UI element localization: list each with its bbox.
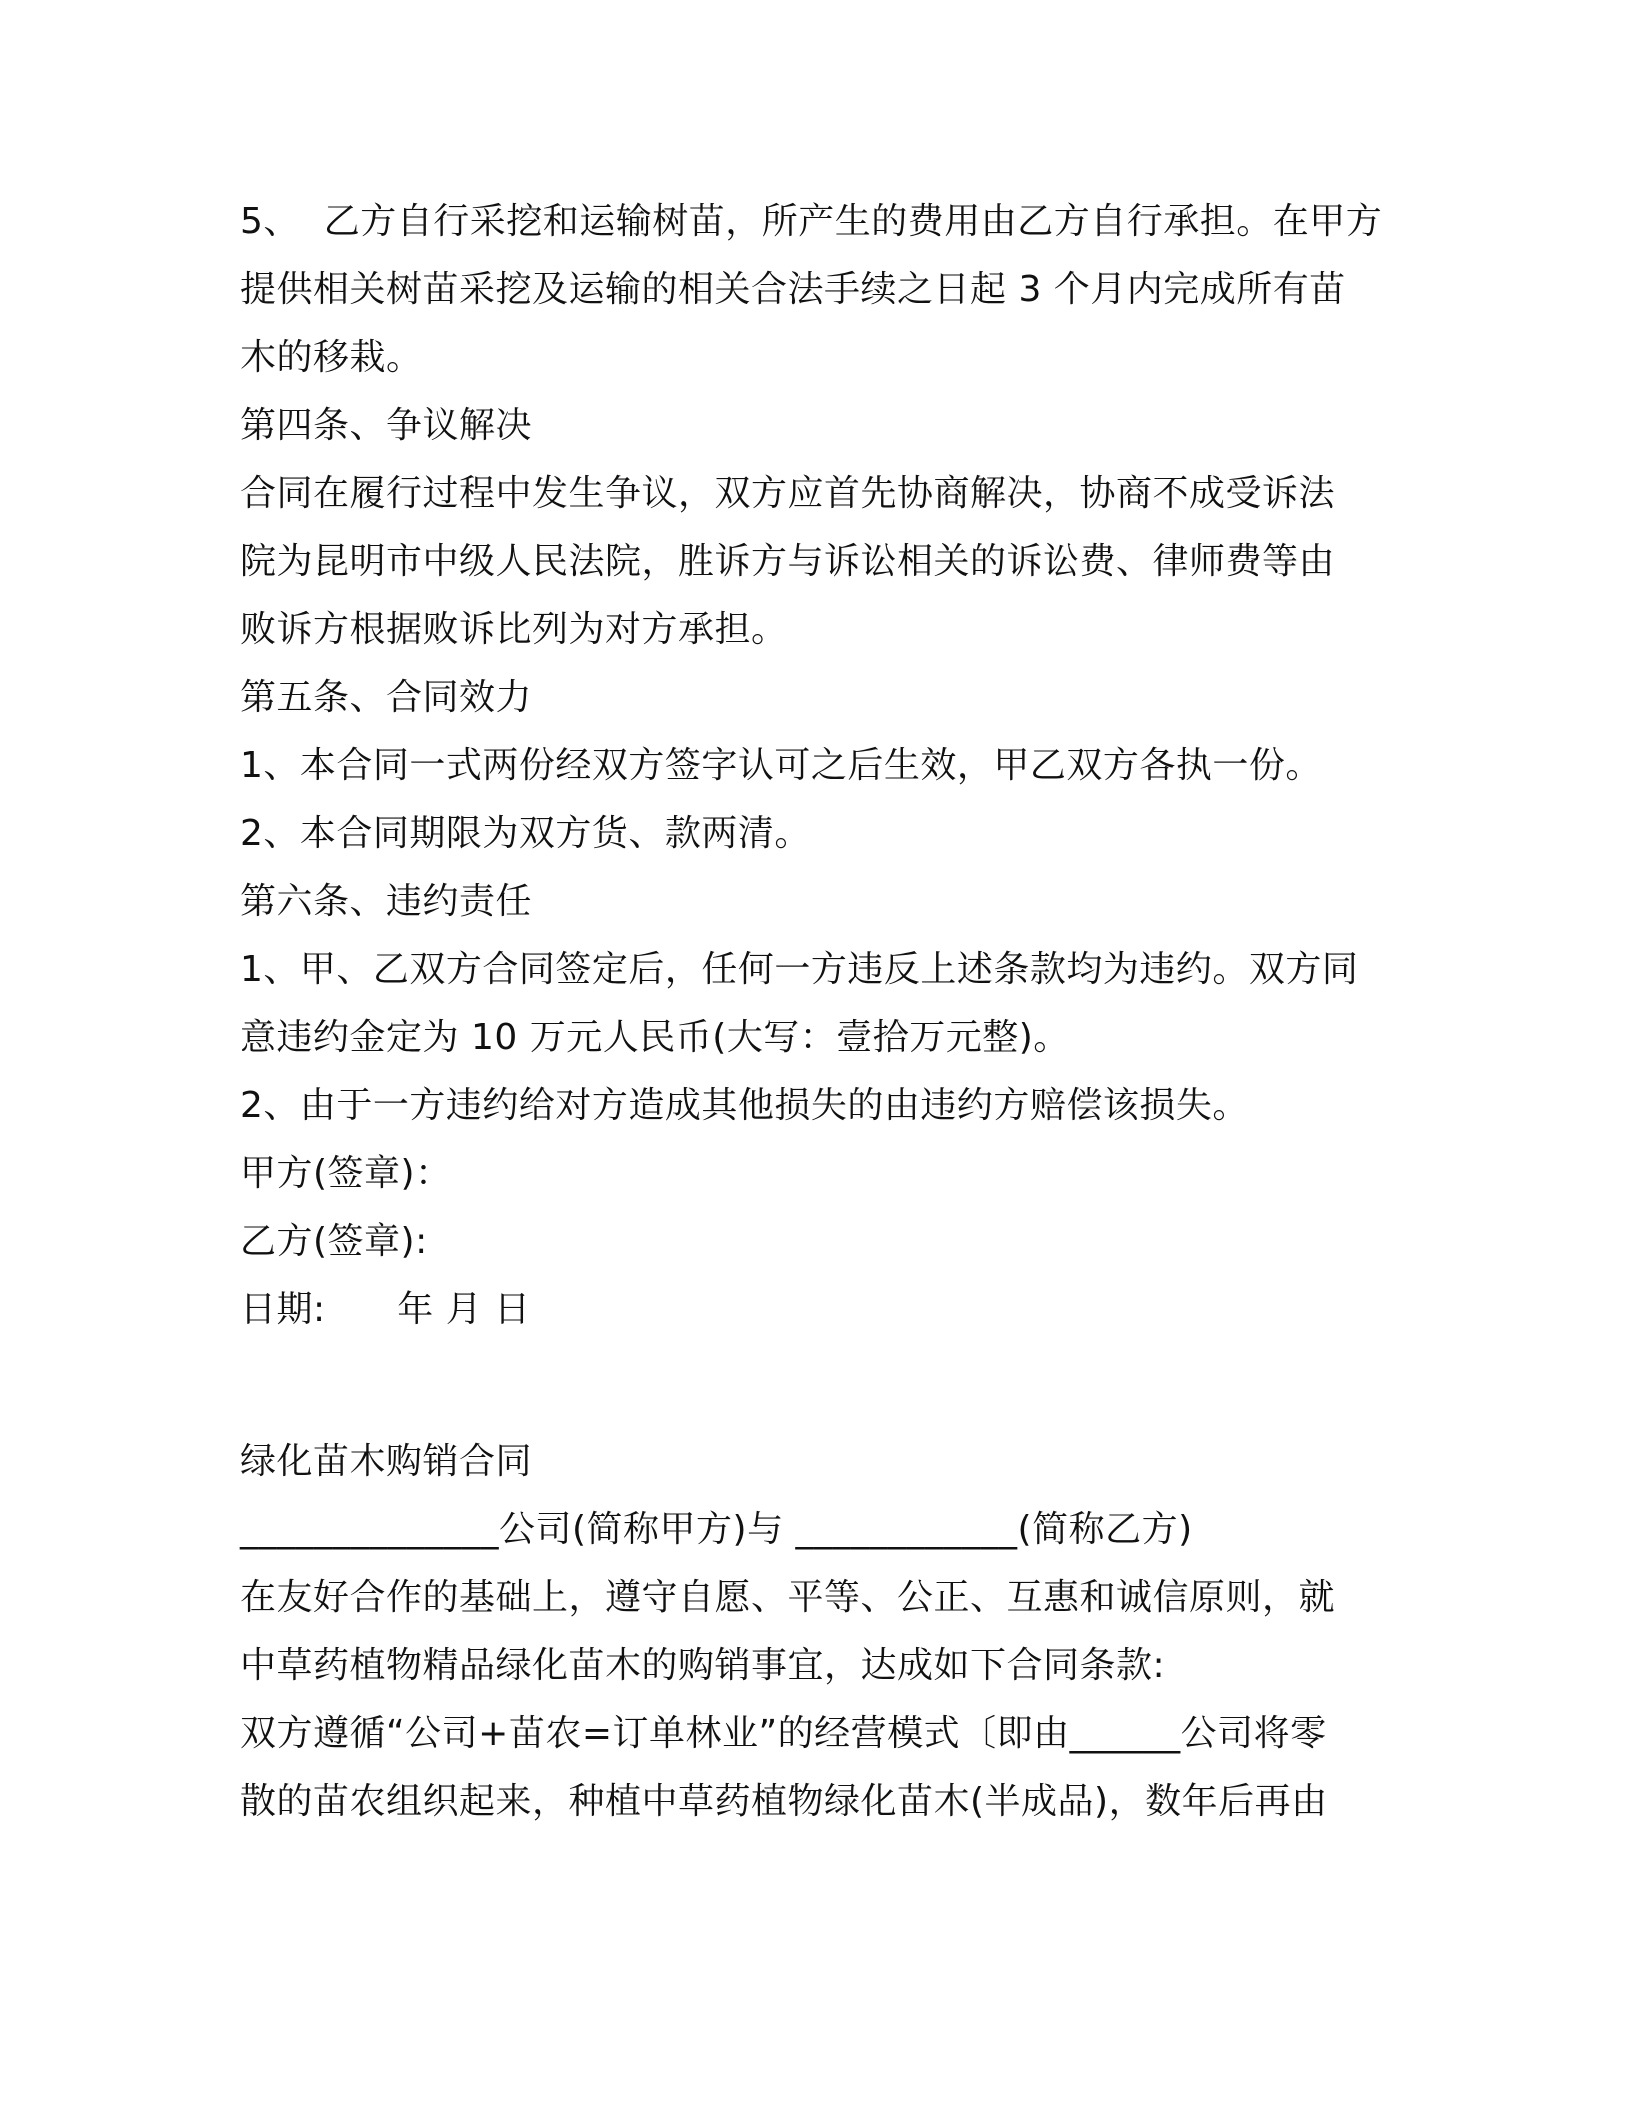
article-5-item-1: 1、本合同一式两份经双方签字认可之后生效，甲乙双方各执一份。	[240, 745, 1322, 786]
article-4-line-2: 院为昆明市中级人民法院，胜诉方与诉讼相关的诉讼费、律师费等由	[240, 541, 1336, 582]
section-gap	[240, 1344, 1380, 1428]
clause-5-line-3: 木的移栽。	[240, 337, 423, 378]
preamble-line-2: 中草药植物精品绿化苗木的购销事宜，达成如下合同条款:	[240, 1645, 1166, 1686]
article-6-heading: 第六条、违约责任	[240, 881, 533, 922]
article-5-item-2: 2、本合同期限为双方货、款两清。	[240, 813, 811, 854]
parties-line: ______________公司(简称甲方)与 ____________(简称乙方)	[240, 1509, 1193, 1550]
clause-5-line-1: 5、 乙方自行采挖和运输树苗，所产生的费用由乙方自行承担。在甲方	[240, 201, 1383, 242]
article-6-item-2: 2、由于一方违约给对方造成其他损失的由违约方赔偿该损失。	[240, 1085, 1249, 1126]
model-line-1: 双方遵循“公司+苗农=订单林业”的经营模式〔即由______公司将零	[240, 1713, 1327, 1754]
article-4-heading: 第四条、争议解决	[240, 405, 533, 446]
model-line-2: 散的苗农组织起来，种植中草药植物绿化苗木(半成品)，数年后再由	[240, 1781, 1328, 1822]
contract-title: 绿化苗木购销合同	[240, 1441, 533, 1482]
new-contract-section	[240, 1428, 1380, 1836]
party-b-signature: 乙方(签章):	[240, 1221, 428, 1262]
signature-date: 日期: 年 月 日	[240, 1289, 531, 1330]
article-4-line-1: 合同在履行过程中发生争议，双方应首先协商解决，协商不成受诉法	[240, 473, 1336, 514]
party-a-signature: 甲方(签章)：	[240, 1153, 452, 1194]
article-4-line-3: 败诉方根据败诉比列为对方承担。	[240, 609, 788, 650]
article-6-item-1-line-1: 1、甲、乙双方合同签定后，任何一方违反上述条款均为违约。双方同	[240, 949, 1359, 990]
article-6-item-1-line-2: 意违约金定为 10 万元人民币(大写：壹拾万元整)。	[240, 1017, 1070, 1058]
clause-5-line-2: 提供相关树苗采挖及运输的相关合法手续之日起 3 个月内完成所有苗	[240, 269, 1346, 310]
article-5-heading: 第五条、合同效力	[240, 677, 533, 718]
contract-terms-section	[240, 188, 1383, 1344]
preamble-line-1: 在友好合作的基础上，遵守自愿、平等、公正、互惠和诚信原则，就	[240, 1577, 1336, 1618]
document-page	[240, 188, 1383, 1836]
